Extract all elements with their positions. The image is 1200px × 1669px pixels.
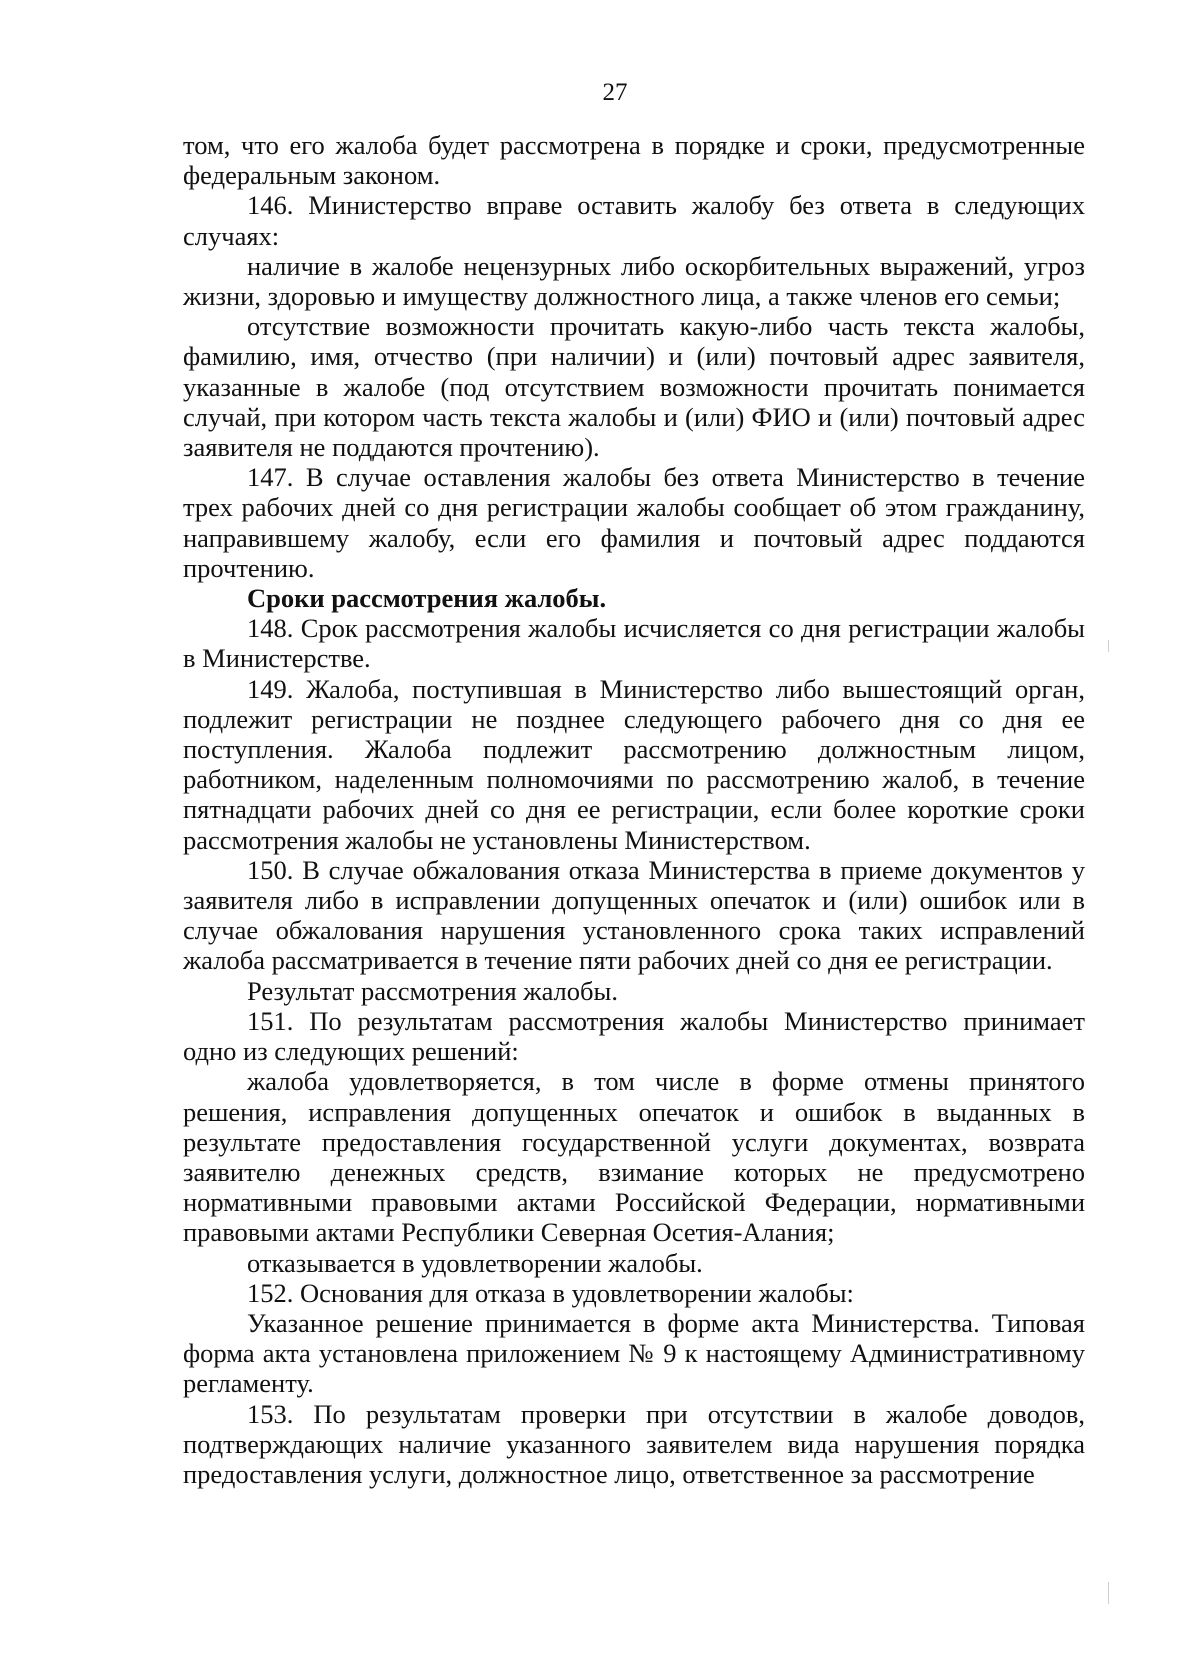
paragraph: отказывается в удовлетворении жалобы. (247, 1247, 703, 1278)
scan-artifact (1108, 1582, 1109, 1604)
section-heading: Сроки рассмотрения жалобы. (247, 583, 607, 614)
paragraph-148: 148. Срок рассмотрения жалобы исчисляется со дня регистрации жалобы в Министерстве. (183, 613, 1085, 674)
paragraph-147: 147. В случае оставления жалобы без ответа Министерство в течение трех рабочих дней со дня регистрации жалобы сообщает об этом гражданину, направившему жалобу, если его фамилия и почтовый адрес поддаются прочтению. (183, 462, 1085, 583)
subsection-title: Результат рассмотрения жалобы. (247, 975, 618, 1006)
page-number: 27 (602, 79, 628, 106)
paragraph: отсутствие возможности прочитать какую-либо часть текста жалобы, фамилию, имя, отчество (при наличии) и (или) почтовый адрес заявителя, указанные в жалобе (под отсутствием возможности прочитать понимается случай, при котором часть текста жалобы и (или) ФИО и (или) почтовый адрес заявителя не поддаются прочтению). (183, 311, 1085, 463)
paragraph: том, что его жалоба будет рассмотрена в порядке и сроки, предусмотренные федеральным законом. (183, 130, 1085, 191)
paragraph: жалоба удовлетворяется, в том числе в форме отмены принятого решения, исправления допущенных опечаток и ошибок в выданных в результате предоставления государственной услуги документах, возврата заявителю денежных средств, взимание которых не предусмотрено нормативными правовыми актами Российской Федерации, нормативными правовыми актами Республики Северная Осетия-Алания; (183, 1066, 1085, 1248)
paragraph-153: 153. По результатам проверки при отсутствии в жалобе доводов, подтверждающих наличие указанного заявителем вида нарушения порядка предоставления услуги, должностное лицо, ответственное за рассмотрение (183, 1398, 1085, 1489)
scan-artifact (1108, 640, 1109, 652)
paragraph-151: 151. По результатам рассмотрения жалобы Министерство принимает одно из следующих решений: (183, 1005, 1085, 1067)
paragraph-150: 150. В случае обжалования отказа Министерства в приеме документов у заявителя либо в исправлении допущенных опечаток и (или) ошибок или в случае обжалования нарушения установленного срока таких исправлений жалоба рассматривается в течение пяти рабочих дней со дня ее регистрации. (183, 854, 1085, 976)
paragraph: наличие в жалобе нецензурных либо оскорбительных выражений, угроз жизни, здоровью и имуществу должностного лица, а также членов его семьи; (183, 250, 1085, 312)
paragraph-146: 146. Министерство вправе оставить жалобу без ответа в следующих случаях: (183, 190, 1085, 251)
paragraph-149: 149. Жалоба, поступившая в Министерство либо вышестоящий орган, подлежит регистрации не позднее следующего рабочего дня со дня ее поступления. Жалоба подлежит рассмотрению должностным лицом, работником, наделенным полномочиями по рассмотрению жалоб, в течение пятнадцати рабочих дней со дня ее регистрации, если более короткие сроки рассмотрения жалобы не установлены Министерством. (183, 673, 1085, 855)
paragraph-152: 152. Основания для отказа в удовлетворении жалобы: (247, 1277, 854, 1308)
paragraph: Указанное решение принимается в форме акта Министерства. Типовая форма акта установлена приложением № 9 к настоящему Административному регламенту. (183, 1307, 1085, 1399)
body-text (183, 130, 1085, 1489)
